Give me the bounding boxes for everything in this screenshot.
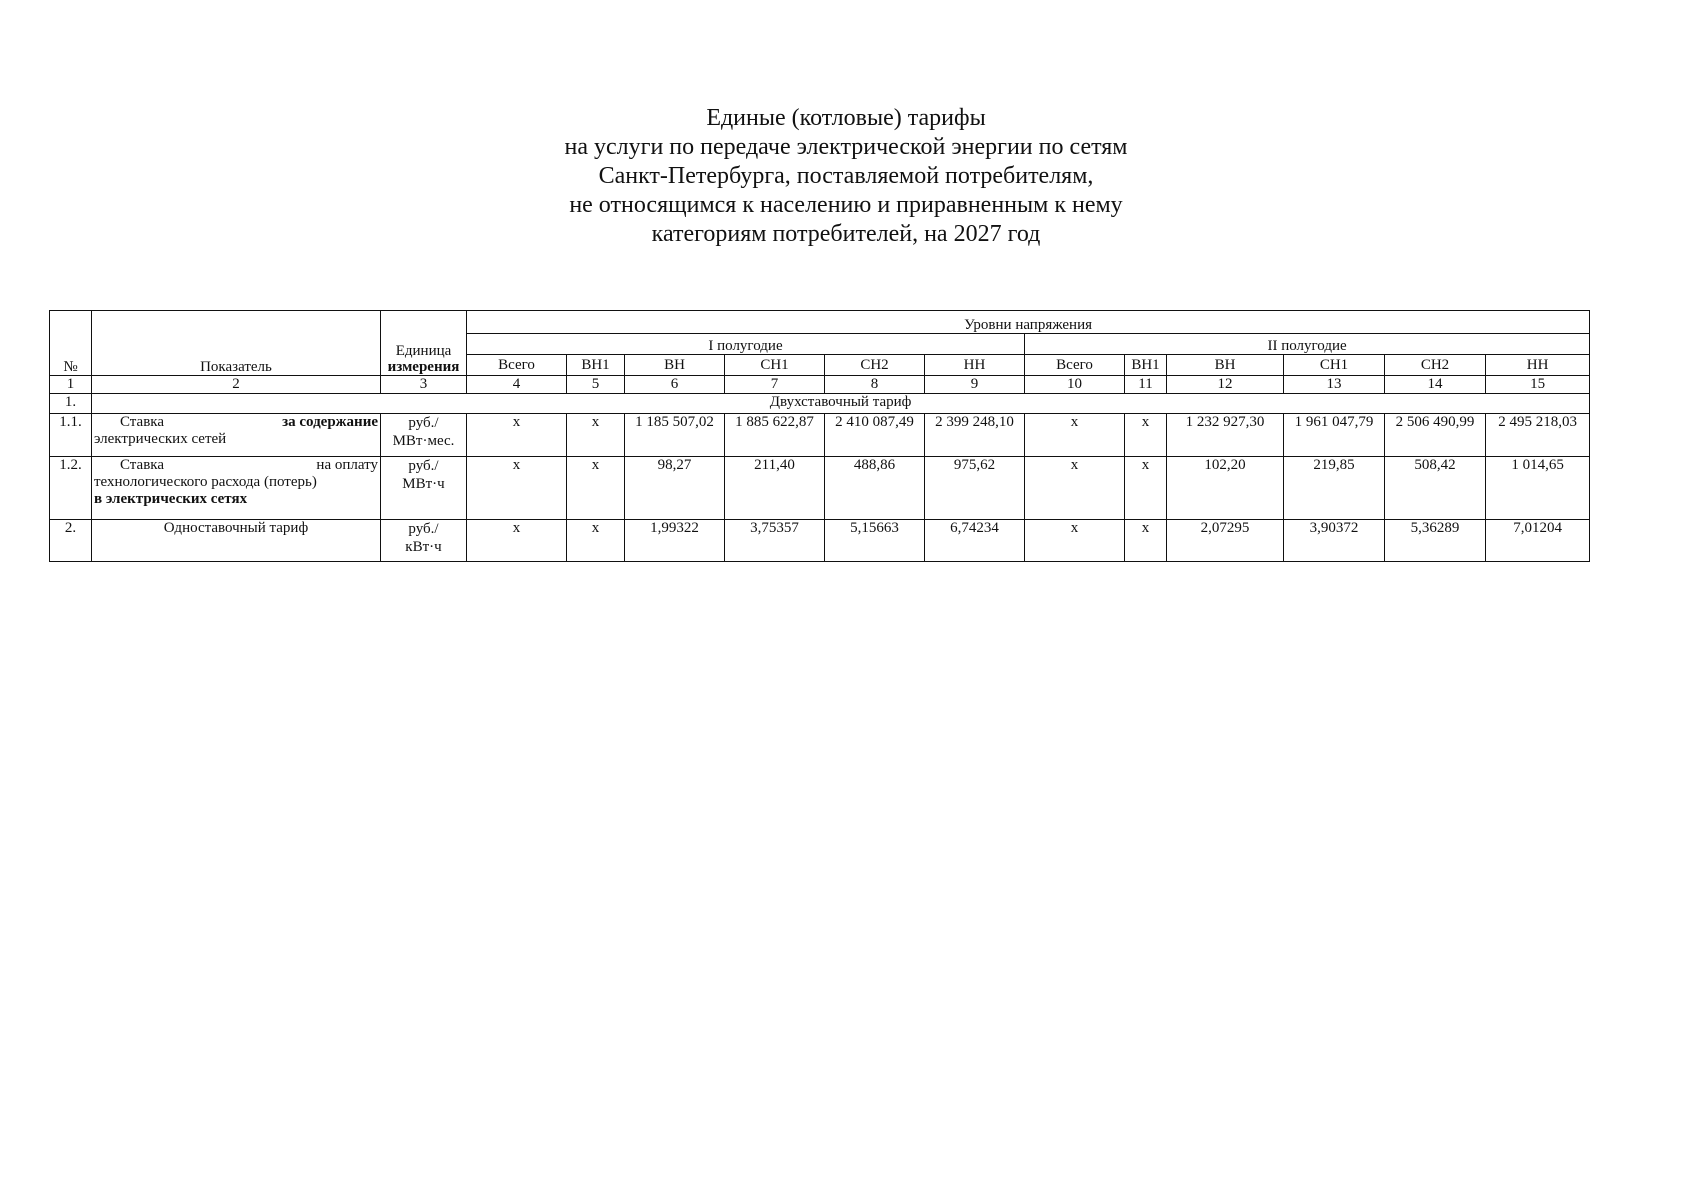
value-cell: 2 506 490,99	[1385, 414, 1486, 457]
value-cell: х	[467, 414, 567, 457]
row-unit	[381, 520, 467, 562]
column-number: 11	[1125, 376, 1167, 394]
header-half1-col: Всего	[467, 355, 567, 376]
value-cell: 3,90372	[1284, 520, 1385, 562]
header-row-1	[50, 311, 1590, 334]
value-cell: 5,15663	[825, 520, 925, 562]
column-number: 1	[50, 376, 92, 394]
column-number: 13	[1284, 376, 1385, 394]
header-half1-col: СН2	[825, 355, 925, 376]
column-number: 4	[467, 376, 567, 394]
header-half2-col: ВН1	[1125, 355, 1167, 376]
header-half2-col: Всего	[1025, 355, 1125, 376]
row-num: 2.	[50, 520, 92, 562]
header-half2-col: СН2	[1385, 355, 1486, 376]
header-unit-line2: измерения	[387, 359, 460, 375]
value-cell: 211,40	[725, 457, 825, 520]
unit-line: руб./	[408, 458, 439, 474]
value-cell: х	[1025, 457, 1125, 520]
document-title	[0, 104, 1692, 249]
indicator-part: на оплату	[316, 457, 378, 473]
value-cell: 5,36289	[1385, 520, 1486, 562]
row-num: 1.1.	[50, 414, 92, 457]
value-cell: 219,85	[1284, 457, 1385, 520]
section-title: Двухставочный тариф	[92, 394, 1590, 414]
header-voltage-levels: Уровни напряжения	[467, 311, 1590, 334]
table-row	[50, 414, 1590, 457]
column-number: 2	[92, 376, 381, 394]
value-cell: 1 961 047,79	[1284, 414, 1385, 457]
header-half1-col: ВН	[625, 355, 725, 376]
title-line-1: Единые (котловые) тарифы	[706, 105, 986, 131]
unit-line: руб./	[408, 521, 439, 537]
header-num: №	[50, 311, 92, 376]
column-number: 15	[1486, 376, 1590, 394]
unit-line: руб./	[408, 415, 439, 431]
title-line-4: не относящимся к населению и приравненным к нему	[569, 192, 1123, 218]
row-unit	[381, 414, 467, 457]
tariff-table	[49, 310, 1590, 562]
row-num: 1.2.	[50, 457, 92, 520]
header-half2-col: НН	[1486, 355, 1590, 376]
value-cell: 102,20	[1167, 457, 1284, 520]
header-half1-col: НН	[925, 355, 1025, 376]
column-number: 10	[1025, 376, 1125, 394]
value-cell: 1 014,65	[1486, 457, 1590, 520]
header-indicator: Показатель	[92, 311, 381, 376]
value-cell: х	[567, 457, 625, 520]
value-cell: х	[1125, 457, 1167, 520]
column-number: 14	[1385, 376, 1486, 394]
row-indicator	[92, 414, 381, 457]
value-cell: 6,74234	[925, 520, 1025, 562]
value-cell: 1 232 927,30	[1167, 414, 1284, 457]
row-indicator	[92, 457, 381, 520]
value-cell: 1,99322	[625, 520, 725, 562]
table-row	[50, 520, 1590, 562]
header-half2: II полугодие	[1025, 334, 1590, 355]
column-number: 5	[567, 376, 625, 394]
value-cell: х	[467, 520, 567, 562]
indicator-part: за содержание	[282, 414, 378, 430]
column-number: 3	[381, 376, 467, 394]
value-cell: 7,01204	[1486, 520, 1590, 562]
row-num: 1.	[50, 394, 92, 414]
indicator-part: Ставка	[120, 414, 165, 430]
value-cell: х	[467, 457, 567, 520]
indicator-part: в электрических сетях	[94, 491, 248, 507]
header-unit	[381, 311, 467, 376]
indicator-part: технологического расхода (потерь)	[94, 474, 317, 490]
column-number: 9	[925, 376, 1025, 394]
value-cell: х	[1025, 520, 1125, 562]
header-half2-col: СН1	[1284, 355, 1385, 376]
header-half1: I полугодие	[467, 334, 1025, 355]
value-cell: х	[1125, 520, 1167, 562]
value-cell: 975,62	[925, 457, 1025, 520]
header-half2-col: ВН	[1167, 355, 1284, 376]
value-cell: х	[1125, 414, 1167, 457]
row-unit	[381, 457, 467, 520]
title-line-2: на услуги по передаче электрической энергии по сетям	[564, 134, 1128, 160]
column-number: 7	[725, 376, 825, 394]
table-row	[50, 457, 1590, 520]
value-cell: 488,86	[825, 457, 925, 520]
value-cell: 2,07295	[1167, 520, 1284, 562]
value-cell: х	[567, 414, 625, 457]
column-number: 12	[1167, 376, 1284, 394]
value-cell: х	[1025, 414, 1125, 457]
header-half1-col: ВН1	[567, 355, 625, 376]
unit-line: МВт·ч	[402, 476, 445, 492]
value-cell: 2 410 087,49	[825, 414, 925, 457]
value-cell: 2 495 218,03	[1486, 414, 1590, 457]
title-line-5: категориям потребителей, на 2027 год	[651, 221, 1041, 247]
value-cell: 3,75357	[725, 520, 825, 562]
column-number: 8	[825, 376, 925, 394]
value-cell: 1 885 622,87	[725, 414, 825, 457]
value-cell: 1 185 507,02	[625, 414, 725, 457]
row-indicator: Одноставочный тариф	[92, 520, 381, 562]
header-half1-col: СН1	[725, 355, 825, 376]
title-line-3: Санкт-Петербурга, поставляемой потребителям,	[598, 163, 1094, 189]
unit-line: кВт·ч	[405, 539, 442, 555]
unit-line: МВт·мес.	[392, 433, 455, 449]
value-cell: х	[567, 520, 625, 562]
table-row	[50, 394, 1590, 414]
indicator-part: Ставка	[120, 457, 165, 473]
indicator-part: электрических сетей	[94, 431, 227, 447]
column-number-row	[50, 376, 1590, 394]
value-cell: 98,27	[625, 457, 725, 520]
value-cell: 2 399 248,10	[925, 414, 1025, 457]
value-cell: 508,42	[1385, 457, 1486, 520]
header-unit-line1: Единица	[395, 343, 452, 359]
column-number: 6	[625, 376, 725, 394]
